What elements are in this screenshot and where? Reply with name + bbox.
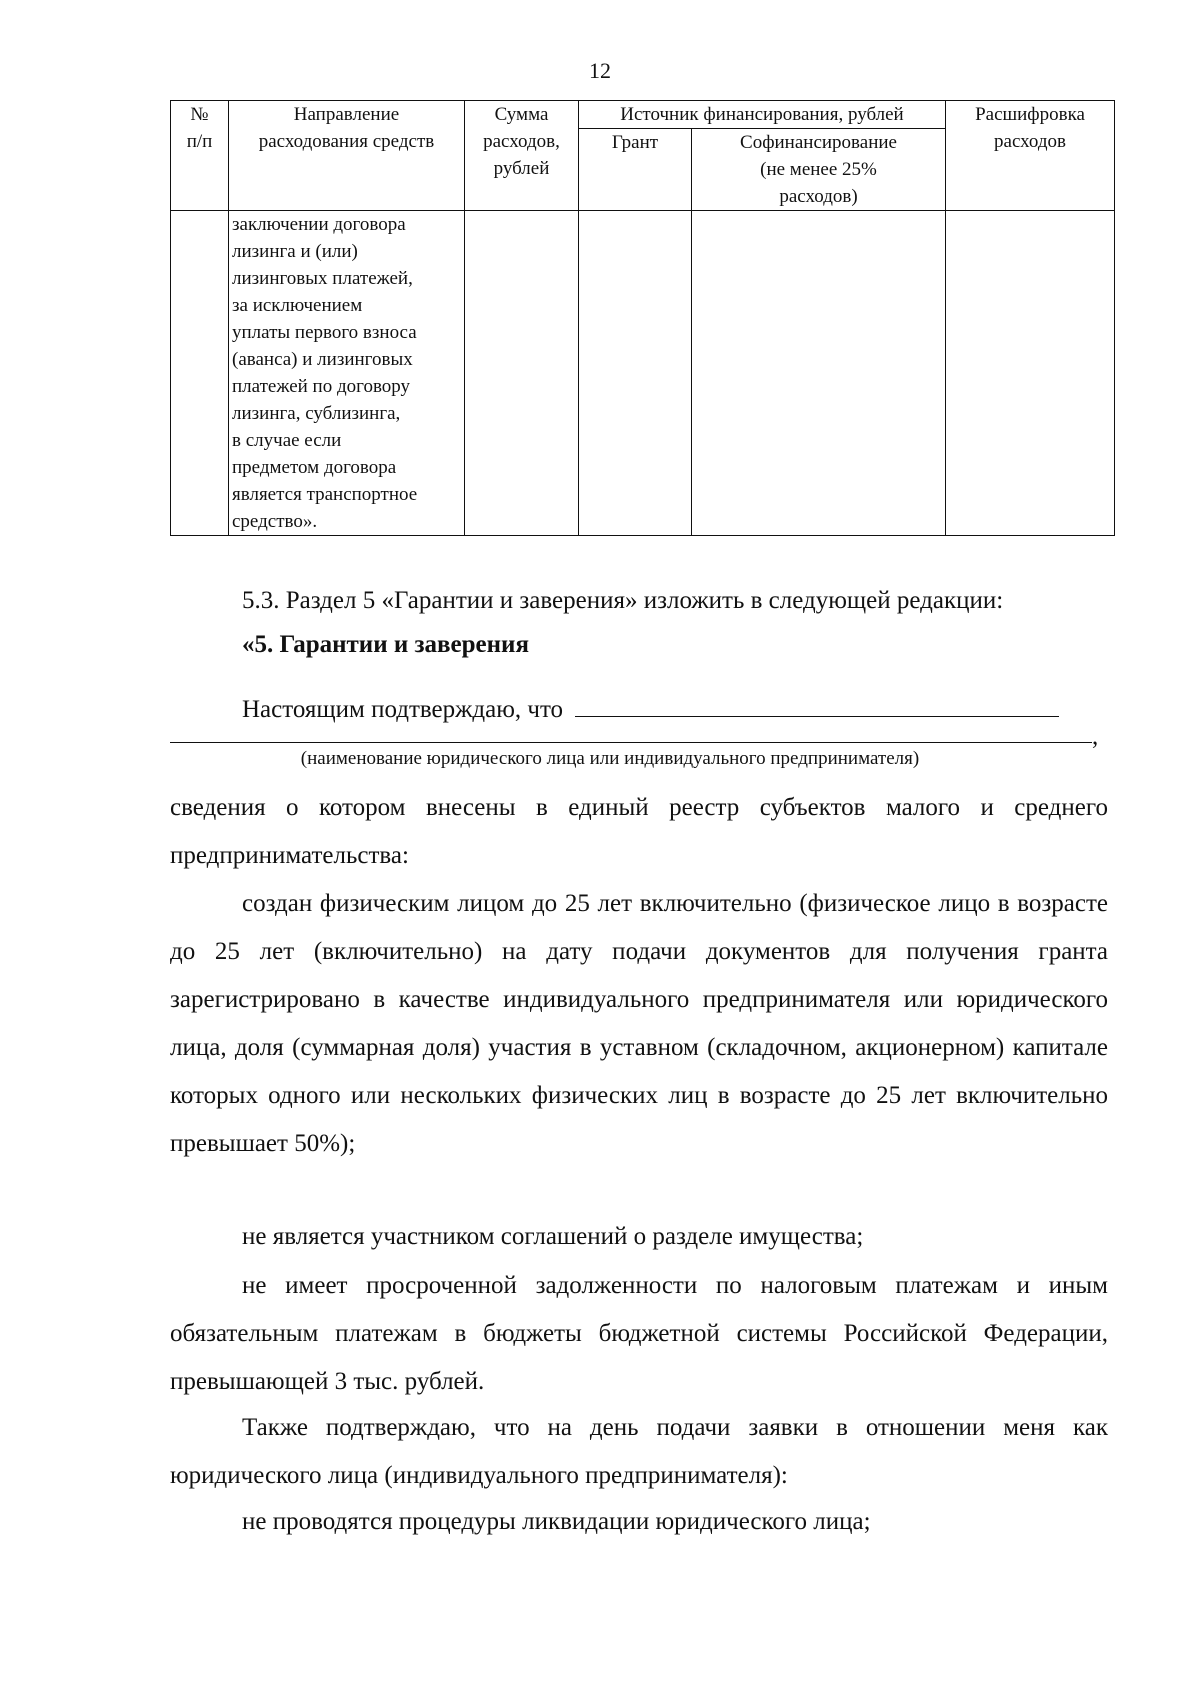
paragraph-also-confirm: Также подтверждаю, что на день подачи заявки в отношении меня как юридического лица (индивидуального предпринимателя):	[170, 1414, 1108, 1489]
paragraph-no-debt: не имеет просроченной задолженности по налоговым платежам и иным обязательным платежам в бюджеты бюджетной системы Российской Федерации, превышающей 3 тыс. рублей.	[170, 1272, 1108, 1395]
cell-num	[171, 211, 229, 536]
header-source: Источник финансирования, рублей	[579, 101, 946, 129]
cell-cofinancing	[692, 211, 946, 536]
field-caption: (наименование юридического лица или индивидуального предпринимателя)	[300, 748, 920, 769]
header-cofinancing: Софинансирование (не менее 25% расходов)	[692, 129, 946, 211]
cell-grant	[579, 211, 692, 536]
name-blank-line-2	[170, 718, 1092, 743]
paragraph-register: сведения о котором внесены в единый реестр субъектов малого и среднего предпринимательства:	[170, 794, 1108, 869]
section-5-3-text: 5.3. Раздел 5 «Гарантии и заверения» изложить в следующей редакции:	[242, 587, 1004, 614]
header-breakdown: Расшифровка расходов	[946, 101, 1115, 211]
expenses-table	[170, 100, 1115, 536]
cell-sum	[465, 211, 579, 536]
page-number: 12	[589, 58, 611, 83]
table-header-row	[171, 101, 1115, 129]
paragraph-created: создан физическим лицом до 25 лет включительно (физическое лицо в возрасте до 25 лет (включительно) на дату подачи документов для получения гранта зарегистрировано в качестве индивидуального предпринимателя или юридического лица, доля (суммарная доля) участия в уставном (складочном, акционерном) капитале которых одного или нескольких физических лиц в возрасте до 25 лет включительно превышает 50%);	[170, 890, 1108, 1157]
header-num: № п/п	[171, 101, 229, 211]
comma: ,	[1092, 723, 1099, 750]
header-direction: Направление расходования средств	[229, 101, 465, 211]
header-sum: Сумма расходов, рублей	[465, 101, 579, 211]
cell-breakdown	[946, 211, 1115, 536]
section-heading: «5. Гарантии и заверения	[242, 631, 529, 658]
confirm-line: Настоящим подтверждаю, что	[242, 694, 1112, 725]
table-row	[171, 211, 1115, 536]
name-blank-line	[575, 694, 1059, 717]
cell-direction: заключении договора лизинга и (или) лизинговых платежей, за исключением уплаты первого взноса (аванса) и лизинговых платежей по договору лизинга, сублизинга, в случае если предметом договора является транспортное средство».	[229, 211, 465, 536]
paragraph-not-participant: не является участником соглашений о разделе имущества;	[242, 1223, 864, 1250]
header-grant: Грант	[579, 129, 692, 211]
paragraph-no-liquidation: не проводятся процедуры ликвидации юридического лица;	[242, 1508, 871, 1535]
